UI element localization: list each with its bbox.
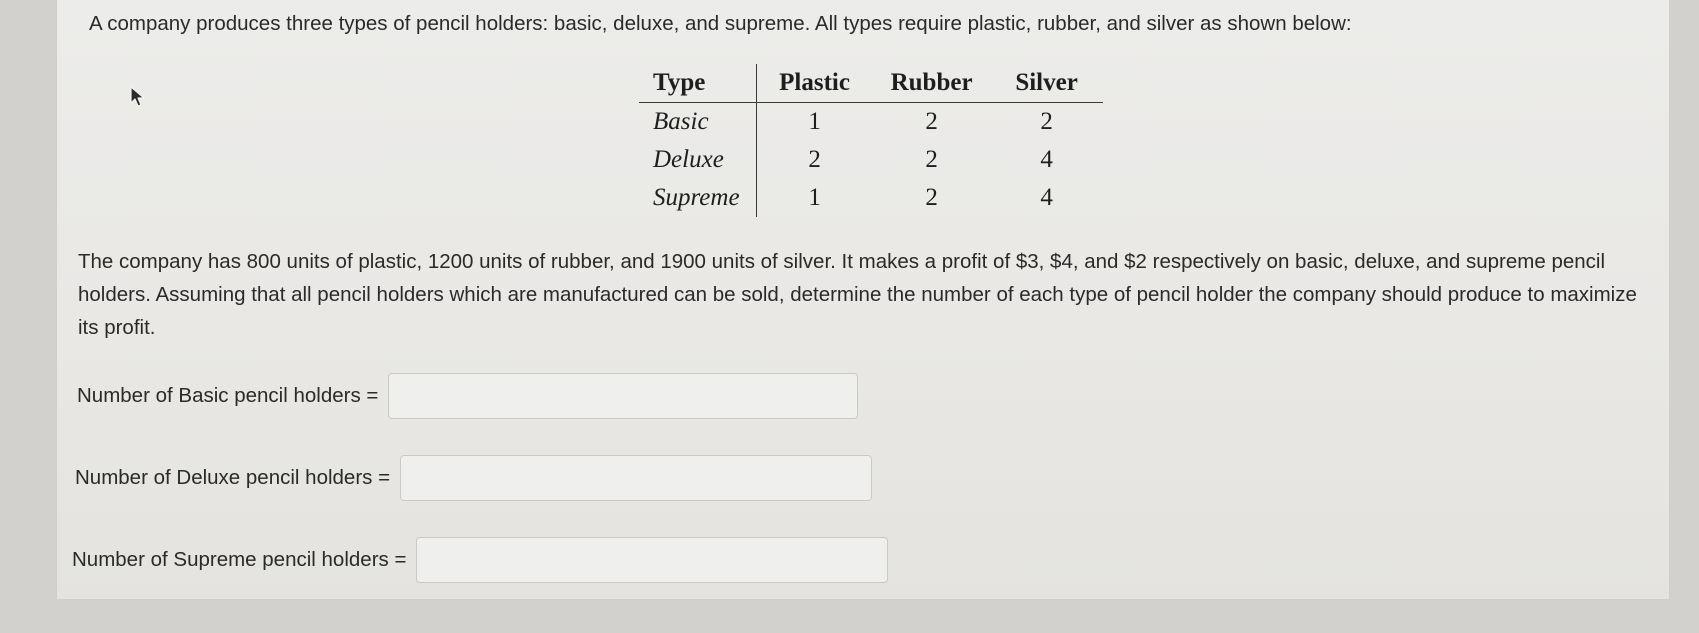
basic-answer-row	[77, 373, 858, 419]
cell-plastic: 1	[808, 108, 821, 135]
supreme-answer-row	[72, 537, 888, 583]
header-silver: Silver	[991, 64, 1103, 103]
cell-rubber: 2	[925, 146, 938, 173]
cell-silver: 4	[1040, 184, 1053, 211]
table-header-row	[639, 64, 1103, 103]
cell-rubber: 2	[925, 108, 938, 135]
cell-silver: 2	[1040, 108, 1053, 135]
supreme-answer-input[interactable]	[416, 537, 888, 583]
row-type-supreme: Supreme	[639, 179, 756, 217]
cell-silver: 4	[1040, 146, 1053, 173]
materials-table	[639, 64, 1103, 217]
question-intro: A company produces three types of pencil holders: basic, deluxe, and supreme. All types require plastic, rubber, and silver as shown below:	[89, 12, 1352, 35]
deluxe-label: Number of Deluxe pencil holders =	[75, 466, 391, 489]
table-row	[639, 141, 1103, 179]
basic-answer-input[interactable]	[388, 373, 858, 419]
mouse-pointer-icon	[129, 86, 147, 108]
basic-label: Number of Basic pencil holders =	[77, 384, 379, 407]
header-type: Type	[639, 64, 756, 103]
deluxe-answer-input[interactable]	[400, 455, 872, 501]
question-body: The company has 800 units of plastic, 1200 units of rubber, and 1900 units of silver. It makes a profit of $3, $4, and $2 respectively on basic, deluxe, and supreme pencil holders. Assuming that all pencil holders which are manufactured can be sold, determine the number of each type of pencil holder the company should produce to maximize its profit.	[78, 250, 1637, 339]
row-type-basic: Basic	[639, 103, 756, 142]
header-rubber: Rubber	[873, 64, 991, 103]
row-type-deluxe: Deluxe	[639, 141, 756, 179]
materials-table-container	[639, 64, 1103, 217]
deluxe-answer-row	[75, 455, 872, 501]
cell-rubber: 2	[925, 184, 938, 211]
supreme-label: Number of Supreme pencil holders =	[72, 548, 407, 571]
header-plastic: Plastic	[756, 64, 873, 103]
cell-plastic: 2	[808, 146, 821, 173]
cell-plastic: 1	[808, 184, 821, 211]
table-row	[639, 103, 1103, 142]
table-row	[639, 179, 1103, 217]
